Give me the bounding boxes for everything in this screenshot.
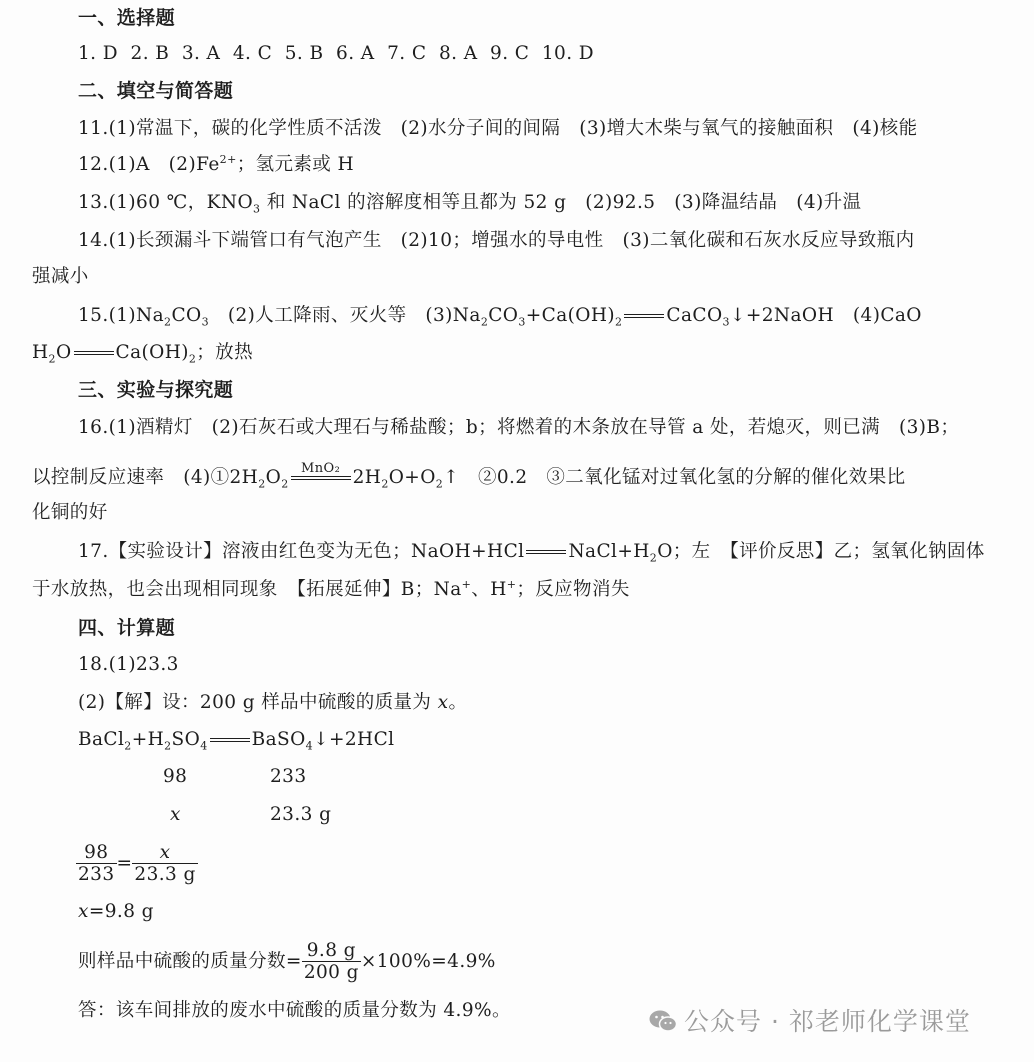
mass-baso4: 23.3 g (270, 804, 332, 825)
q17-answer-line1: 17.【实验设计】溶液由红色变为无色；NaOH+HCl $NaCl+H_2O$；左 【评价反思】乙；氢氧化钠固体 (78, 541, 985, 565)
mc-answer: 4. C (232, 43, 273, 64)
q16-answer-line2: 以控制反应速率 $(4)①2H_2O_2$ MnO₂ $2H_2O+O_2↑$ ②0.2 ③二氧化锰对过氧化氢的分解的催化效果比 (32, 461, 906, 491)
mc-answer: 2. B (130, 43, 170, 64)
q15-answer-line2: $H_2O$ $Ca(OH)_2$；放热 (32, 342, 253, 366)
watermark-text: 公众号 · 祁老师化学课堂 (684, 1006, 971, 1036)
mc-answer: 3. A (181, 43, 221, 64)
mass-fraction-calc: 则样品中硫酸的质量分数= $\frac{9.8 g}{200 g}$ ×100%=4.9% (78, 940, 496, 984)
q16-answer-line3: 化铜的好 (32, 502, 108, 523)
q14-answer-line2: 强减小 (32, 266, 89, 287)
catalyst-arrow: MnO₂ (289, 462, 353, 488)
mc-answer: 10. D (541, 43, 595, 64)
equals-bar (210, 738, 250, 742)
solve-x: x=9.8 g (78, 901, 154, 922)
equals-bar (526, 550, 566, 554)
q18-part2-setup: (2)【解】设：200 g 样品中硫酸的质量为 x。 (78, 692, 468, 713)
q14-answer-line1: 14.(1)长颈漏斗下端管口有气泡产生 (2)10；增强水的导电性 (3)二氧化碳和石灰水反应导致瓶内 (78, 230, 915, 251)
q12-answer: 12.(1)A $(2)Fe^{2+}$；氢元素或 H (78, 152, 355, 175)
mc-answer: 1. D (78, 43, 118, 64)
mc-answers-row (78, 45, 594, 64)
mc-answer: 6. A (336, 43, 375, 64)
final-answer: 答：该车间排放的废水中硫酸的质量分数为 4.9%。 (78, 1000, 511, 1021)
unknown-x: x (170, 804, 181, 825)
mc-answer: 5. B (284, 43, 324, 64)
wechat-icon (648, 1008, 678, 1034)
q18-equation: $BaCl_2+H_2SO_4$ BaSO$_4$↓+2HCl (78, 729, 395, 753)
watermark (648, 1004, 971, 1038)
molar-mass-h2so4: 98 (163, 766, 188, 787)
mc-answer: 9. C (490, 43, 530, 64)
equals-bar (624, 314, 664, 318)
q11-answer: 11.(1)常温下，碳的化学性质不活泼 (2)水分子间的间隔 (3)增大木柴与氧气的接触面积 (4)核能 (78, 118, 918, 139)
q15-answer-line1: $15.(1)Na_2CO_3$ (2)人工降雨、灭火等 $(3)Na_2CO_3+Ca(OH)_2$ CaCO$_3$↓+2NaOH (4)CaO (78, 305, 922, 329)
mc-answer: 8. A (438, 43, 478, 64)
molar-mass-baso4: 233 (270, 766, 307, 787)
fraction: $\frac{x}{23.3 g}$ (134, 842, 196, 886)
fraction: $\frac{9.8 g}{200 g}$ (303, 940, 359, 984)
equals-bar (74, 351, 114, 355)
proportion-equation: $\frac{98}{233}$ = $\frac{x}{23.3 g}$ (78, 842, 196, 886)
q13-answer: 13.(1)60 ℃，$KNO_3$ 和 NaCl 的溶解度相等且都为 52 g (2)92.5 (3)降温结晶 (4)升温 (78, 192, 862, 216)
q18-part1: 18.(1)23.3 (78, 654, 179, 675)
section-heading-fill: 二、填空与简答题 (78, 80, 234, 102)
q16-answer-line1: 16.(1)酒精灯 (2)石灰石或大理石与稀盐酸；b；将燃着的木条放在导管 a 处，若熄灭，则已满 (3)B； (78, 417, 960, 438)
q17-answer-line2: 于水放热，也会出现相同现象 【拓展延伸】B；Na+、H+；反应物消失 (32, 577, 630, 600)
section-heading-choice: 一、选择题 (78, 7, 176, 29)
fraction: $\frac{98}{233}$ (78, 842, 115, 886)
section-heading-calc: 四、计算题 (78, 617, 176, 639)
mc-answer: 7. C (387, 43, 427, 64)
section-heading-experiment: 三、实验与探究题 (78, 379, 234, 401)
